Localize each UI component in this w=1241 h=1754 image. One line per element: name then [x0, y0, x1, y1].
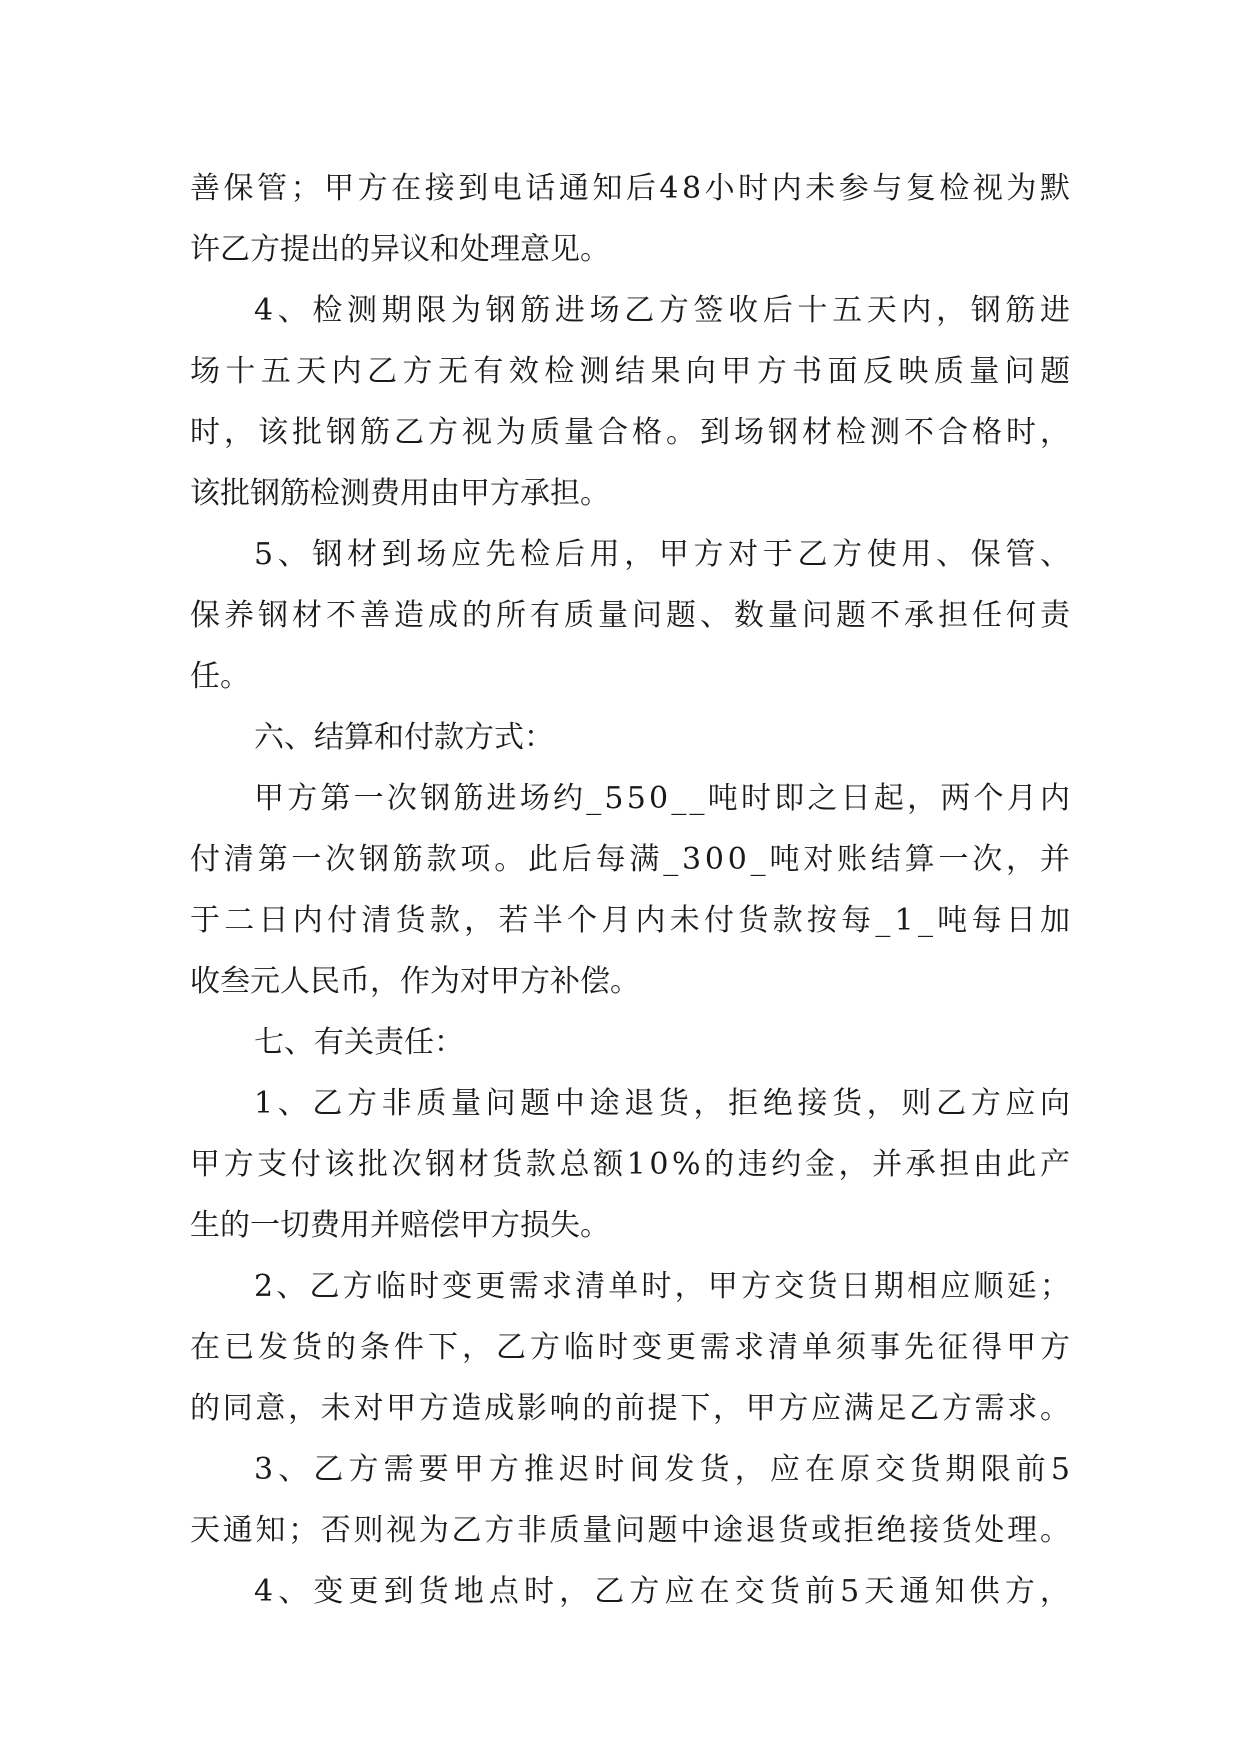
text-line-content: 六、结算和付款方式：	[254, 720, 554, 755]
text-line	[190, 585, 1074, 646]
text-line	[190, 829, 1074, 890]
text-line-content: 2、乙方临时变更需求清单时，甲方交货日期相应顺延；	[254, 1269, 1074, 1304]
text-line-content: 的同意，未对甲方造成影响的前提下，甲方应满足乙方需求。	[190, 1391, 1073, 1426]
text-line-content: 在已发货的条件下，乙方临时变更需求清单须事先征得甲方	[190, 1330, 1074, 1365]
text-line	[190, 219, 1070, 280]
text-line	[190, 280, 1075, 341]
text-line-content: 天通知；否则视为乙方非质量问题中途退货或拒绝接货处理。	[190, 1513, 1073, 1548]
text-line-content: 甲方支付该批次钢材货款总额10%的违约金，并承担由此产	[190, 1147, 1074, 1182]
text-line-content: 付清第一次钢筋款项。此后每满_300_吨对账结算一次，并	[190, 842, 1074, 877]
text-line-content: 收叁元人民币，作为对甲方补偿。	[190, 964, 640, 999]
text-line	[190, 158, 1074, 219]
text-line	[190, 463, 1070, 524]
text-line	[190, 707, 1070, 768]
text-line-content: 善保管；甲方在接到电话通知后48小时内未参与复检视为默	[190, 171, 1074, 206]
text-line-content: 七、有关责任：	[254, 1025, 464, 1060]
text-line	[190, 1561, 1076, 1622]
text-line	[190, 524, 1075, 585]
text-line	[190, 1134, 1074, 1195]
text-line	[190, 1195, 1070, 1256]
text-line	[190, 1500, 1073, 1561]
text-line-content: 4、检测期限为钢筋进场乙方签收后十五天内，钢筋进	[254, 293, 1075, 328]
text-line	[190, 1012, 1070, 1073]
text-line	[190, 1256, 1074, 1317]
text-line-content: 许乙方提出的异议和处理意见。	[190, 232, 610, 267]
text-line	[190, 1073, 1075, 1134]
text-line	[190, 646, 1070, 707]
text-line	[190, 951, 1070, 1012]
text-line-content: 任。	[190, 659, 250, 694]
text-line-content: 1、乙方非质量问题中途退货，拒绝接货，则乙方应向	[254, 1086, 1075, 1121]
text-line-content: 时，该批钢筋乙方视为质量合格。到场钢材检测不合格时，	[190, 415, 1074, 450]
text-line	[190, 1378, 1073, 1439]
text-line-content: 场十五天内乙方无有效检测结果向甲方书面反映质量问题	[190, 354, 1076, 389]
text-line	[190, 768, 1074, 829]
text-line-content: 4、变更到货地点时，乙方应在交货前5天通知供方，	[254, 1574, 1076, 1609]
text-line-content: 保养钢材不善造成的所有质量问题、数量问题不承担任何责	[190, 598, 1074, 633]
text-line	[190, 1439, 1076, 1500]
text-line	[190, 1317, 1074, 1378]
text-line	[190, 890, 1075, 951]
document-body	[190, 158, 1076, 1622]
text-line	[190, 402, 1074, 463]
text-line-content: 生的一切费用并赔偿甲方损失。	[190, 1208, 610, 1243]
text-line-content: 5、钢材到场应先检后用，甲方对于乙方使用、保管、	[254, 537, 1075, 572]
text-line-content: 甲方第一次钢筋进场约_550__吨时即之日起，两个月内	[254, 781, 1074, 816]
text-line	[190, 341, 1076, 402]
text-line-content: 3、乙方需要甲方推迟时间发货，应在原交货期限前5	[254, 1452, 1076, 1487]
text-line-content: 于二日内付清货款，若半个月内未付货款按每_1_吨每日加	[190, 903, 1075, 938]
text-line-content: 该批钢筋检测费用由甲方承担。	[190, 476, 610, 511]
